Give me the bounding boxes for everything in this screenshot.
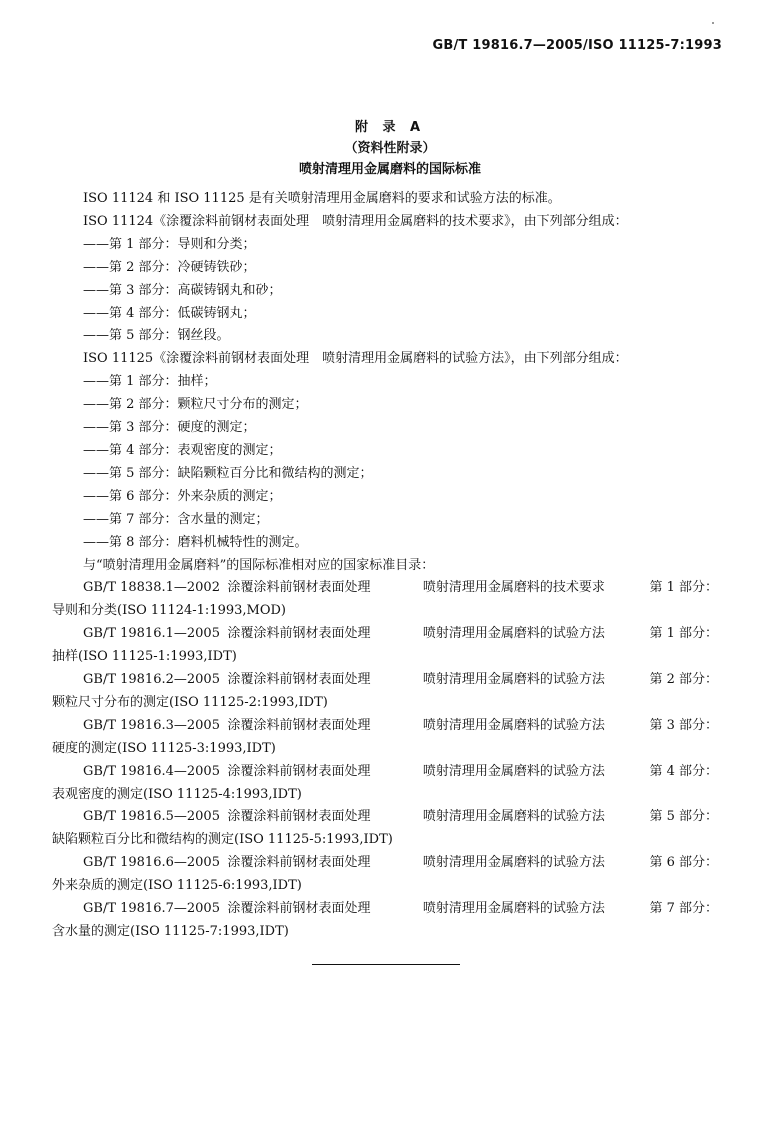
ref-title-1: 涂覆涂料前钢材表面处理 xyxy=(227,809,371,825)
ref-title-1: 涂覆涂料前钢材表面处理 xyxy=(227,855,371,871)
list-item: ——第 7 部分：含水量的测定； xyxy=(83,511,269,527)
list-item: ——第 5 部分：钢丝段。 xyxy=(83,328,230,344)
ref-continuation: 颗粒尺寸分布的测定(ISO 11125-2:1993,IDT) xyxy=(52,694,328,710)
scan-mark xyxy=(712,22,714,24)
standard-code-header: GB/T 19816.7—2005/ISO 11125-7:1993 xyxy=(432,38,722,53)
end-rule xyxy=(312,964,460,965)
ref-part: 第 7 部分： xyxy=(649,901,718,917)
list-item: ——第 3 部分：硬度的测定； xyxy=(83,420,256,436)
ref-code: GB/T 19816.1—2005 xyxy=(83,626,220,642)
list-item: ——第 3 部分：高碳铸钢丸和砂； xyxy=(83,282,282,298)
standard-ref xyxy=(52,577,718,623)
intro-paragraph: ISO 11124 和 ISO 11125 是有关喷射清理用金属磨料的要求和试验方法的标准。 xyxy=(83,191,561,206)
standard-ref xyxy=(52,715,718,761)
national-standards-list xyxy=(52,577,718,944)
list-item: ——第 6 部分：外来杂质的测定； xyxy=(83,488,282,504)
ref-code: GB/T 19816.6—2005 xyxy=(83,855,220,871)
ref-title-2: 喷射清理用金属磨料的试验方法 xyxy=(422,809,605,825)
iso11124-lead: ISO 11124《涂覆涂料前钢材表面处理 喷射清理用金属磨料的技术要求》，由下列部分组成： xyxy=(83,213,628,229)
ref-title-2: 喷射清理用金属磨料的试验方法 xyxy=(422,717,605,733)
ref-continuation: 外来杂质的测定(ISO 11125-6:1993,IDT) xyxy=(52,878,302,894)
list-item: ——第 2 部分：冷硬铸铁砂； xyxy=(83,259,256,275)
ref-title-2: 喷射清理用金属磨料的技术要求 xyxy=(422,580,605,596)
ref-title-2: 喷射清理用金属磨料的试验方法 xyxy=(422,763,605,779)
standard-ref xyxy=(52,669,718,715)
ref-code: GB/T 19816.2—2005 xyxy=(83,672,220,688)
standard-ref xyxy=(52,761,718,807)
ref-part: 第 5 部分： xyxy=(649,809,718,825)
document-body xyxy=(52,188,718,944)
ref-continuation: 抽样(ISO 11125-1:1993,IDT) xyxy=(52,649,237,665)
ref-continuation: 含水量的测定(ISO 11125-7:1993,IDT) xyxy=(52,924,289,939)
standard-ref xyxy=(52,898,718,944)
ref-part: 第 1 部分： xyxy=(649,626,718,642)
ref-title-1: 涂覆涂料前钢材表面处理 xyxy=(227,672,371,688)
ref-title-2: 喷射清理用金属磨料的试验方法 xyxy=(422,672,605,688)
national-lead: 与“喷射清理用金属磨料”的国际标准相对应的国家标准目录： xyxy=(83,557,435,573)
ref-title-1: 涂覆涂料前钢材表面处理 xyxy=(227,580,371,596)
ref-code: GB/T 18838.1—2002 xyxy=(83,580,220,596)
ref-title-1: 涂覆涂料前钢材表面处理 xyxy=(227,626,371,642)
ref-part: 第 3 部分： xyxy=(649,717,718,733)
standard-ref xyxy=(52,623,718,669)
ref-title-1: 涂覆涂料前钢材表面处理 xyxy=(227,763,371,779)
ref-continuation: 导则和分类(ISO 11124-1:1993,MOD) xyxy=(52,603,286,619)
ref-title-2: 喷射清理用金属磨料的试验方法 xyxy=(422,901,605,917)
appendix-heading: 喷射清理用金属磨料的国际标准 xyxy=(298,162,481,177)
standard-ref xyxy=(52,852,718,898)
ref-code: GB/T 19816.4—2005 xyxy=(83,763,220,779)
list-item: ——第 2 部分：颗粒尺寸分布的测定； xyxy=(83,397,308,413)
list-item: ——第 1 部分：导则和分类； xyxy=(83,236,256,252)
ref-title-1: 涂覆涂料前钢材表面处理 xyxy=(227,901,371,917)
ref-code: GB/T 19816.3—2005 xyxy=(83,717,220,733)
ref-continuation: 缺陷颗粒百分比和微结构的测定(ISO 11125-5:1993,IDT) xyxy=(52,832,393,848)
ref-continuation: 硬度的测定(ISO 11125-3:1993,IDT) xyxy=(52,740,276,756)
ref-title-2: 喷射清理用金属磨料的试验方法 xyxy=(422,626,605,642)
ref-continuation: 表观密度的测定(ISO 11125-4:1993,IDT) xyxy=(52,786,302,802)
ref-title-1: 涂覆涂料前钢材表面处理 xyxy=(227,717,371,733)
list-item: ——第 1 部分：抽样； xyxy=(83,374,217,390)
ref-part: 第 4 部分： xyxy=(649,763,718,779)
list-item: ——第 4 部分：低碳铸钢丸； xyxy=(83,305,256,321)
iso11125-lead: ISO 11125《涂覆涂料前钢材表面处理 喷射清理用金属磨料的试验方法》，由下列部分组成： xyxy=(83,351,628,367)
standard-ref xyxy=(52,806,718,852)
appendix-subtitle: （资料性附录） xyxy=(344,141,436,156)
ref-part: 第 2 部分： xyxy=(649,672,718,688)
list-item: ——第 5 部分：缺陷颗粒百分比和微结构的测定； xyxy=(83,465,373,481)
list-item: ——第 8 部分：磨料机械特性的测定。 xyxy=(83,534,308,550)
ref-part: 第 6 部分： xyxy=(649,855,718,871)
ref-title-2: 喷射清理用金属磨料的试验方法 xyxy=(422,855,605,871)
list-item: ——第 4 部分：表观密度的测定； xyxy=(83,442,282,458)
ref-part: 第 1 部分： xyxy=(649,580,718,596)
ref-code: GB/T 19816.5—2005 xyxy=(83,809,220,825)
ref-code: GB/T 19816.7—2005 xyxy=(83,901,220,917)
appendix-title: 附 录 A xyxy=(354,120,426,135)
